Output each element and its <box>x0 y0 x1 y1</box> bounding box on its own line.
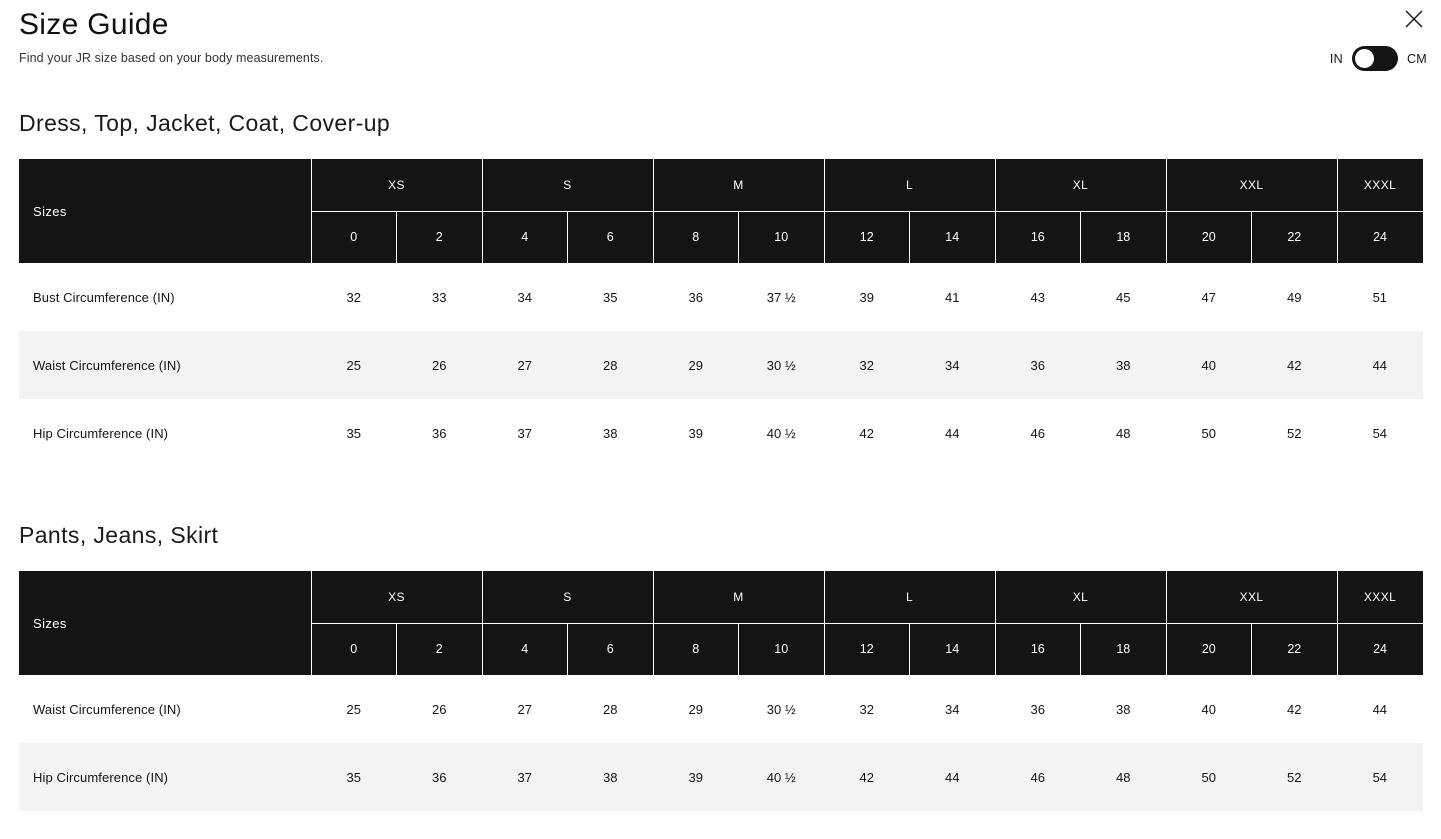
cell: 27 <box>482 331 568 399</box>
letter-size-m: M <box>653 571 824 623</box>
cell: 26 <box>432 701 447 717</box>
cell: 34 <box>945 701 960 717</box>
letter-size-m: M <box>653 159 824 211</box>
numeric-size: 24 <box>1337 623 1423 675</box>
unit-switch[interactable] <box>1352 46 1398 71</box>
cell: 44 <box>1372 701 1388 717</box>
numeric-size: 22 <box>1252 623 1338 675</box>
cell: 40 <box>1166 331 1252 399</box>
cell: 33 <box>432 289 447 305</box>
cell: 42 <box>859 425 874 441</box>
letter-size-l: L <box>824 571 995 623</box>
cell: 27 <box>517 701 532 717</box>
cell: 40 <box>1201 701 1217 717</box>
cell: 48 <box>1116 425 1131 441</box>
cell: 48 <box>1081 743 1167 811</box>
table-row <box>19 399 1423 467</box>
numeric-size: 8 <box>653 211 739 263</box>
sizes-header: Sizes <box>19 159 311 263</box>
cell: 50 <box>1166 743 1252 811</box>
numeric-size: 12 <box>824 211 910 263</box>
cell: 35 <box>346 425 361 441</box>
cell: 28 <box>568 331 654 399</box>
numeric-size: 16 <box>995 211 1081 263</box>
cell: 52 <box>1252 743 1338 811</box>
page-title: Size Guide <box>19 8 169 41</box>
cell: 44 <box>910 743 996 811</box>
numeric-size: 0 <box>311 211 397 263</box>
cell: 28 <box>603 701 618 717</box>
row-label: Hip Circumference (IN) <box>33 425 169 441</box>
cell: 38 <box>568 743 654 811</box>
cell: 45 <box>1116 289 1131 305</box>
table-row <box>19 331 1423 399</box>
numeric-size: 10 <box>739 623 825 675</box>
cell: 46 <box>995 743 1081 811</box>
section-title-dress: Dress, Top, Jacket, Coat, Cover-up <box>19 110 391 136</box>
numeric-size: 18 <box>1081 211 1167 263</box>
cell: 52 <box>1287 425 1302 441</box>
cell: 41 <box>945 289 960 305</box>
cell: 38 <box>1116 701 1131 717</box>
letter-size-l: L <box>824 159 995 211</box>
row-label: Hip Circumference (IN) <box>19 743 311 811</box>
cell: 34 <box>517 289 532 305</box>
table-header-row <box>19 159 1423 211</box>
numeric-size: 10 <box>739 211 825 263</box>
numeric-size: 4 <box>482 211 568 263</box>
cell: 29 <box>688 701 703 717</box>
letter-size-xxl: XXL <box>1166 571 1337 623</box>
section-title-pants: Pants, Jeans, Skirt <box>19 522 219 548</box>
cell: 38 <box>1081 331 1167 399</box>
cell: 36 <box>1030 701 1045 717</box>
cell: 39 <box>859 289 874 305</box>
cell: 36 <box>995 331 1081 399</box>
letter-size-xxxl: XXXL <box>1337 159 1423 211</box>
cell: 40 ½ <box>739 743 825 811</box>
numeric-size: 20 <box>1166 623 1252 675</box>
numeric-size: 14 <box>910 623 996 675</box>
cell: 30 ½ <box>766 701 796 717</box>
cell: 36 <box>397 743 483 811</box>
unit-switch-knob <box>1355 49 1374 68</box>
cell: 49 <box>1287 289 1302 305</box>
numeric-size: 18 <box>1081 623 1167 675</box>
cell: 39 <box>653 743 739 811</box>
page-subtitle: Find your JR size based on your body measurements. <box>19 51 324 65</box>
cell: 30 ½ <box>739 331 825 399</box>
letter-size-xl: XL <box>995 571 1166 623</box>
cell: 37 ½ <box>766 289 796 305</box>
cell: 47 <box>1201 289 1217 305</box>
numeric-size: 14 <box>910 211 996 263</box>
cell: 32 <box>346 289 361 305</box>
table-row <box>19 675 1423 743</box>
cell: 44 <box>945 425 960 441</box>
cell: 50 <box>1201 425 1217 441</box>
cell: 35 <box>311 743 397 811</box>
numeric-size: 2 <box>397 623 483 675</box>
cell: 38 <box>603 425 618 441</box>
numeric-size: 8 <box>653 623 739 675</box>
cell: 25 <box>311 331 397 399</box>
numeric-size: 12 <box>824 623 910 675</box>
letter-size-xxl: XXL <box>1166 159 1337 211</box>
cell: 35 <box>603 289 618 305</box>
cell: 54 <box>1372 425 1388 441</box>
cell: 40 ½ <box>766 425 796 441</box>
table-row <box>19 743 1423 811</box>
size-table-pants <box>19 571 1423 811</box>
letter-size-xs: XS <box>311 159 482 211</box>
unit-label-in: IN <box>1329 51 1343 66</box>
letter-size-xl: XL <box>995 159 1166 211</box>
row-label: Waist Circumference (IN) <box>19 331 311 399</box>
numeric-size: 24 <box>1337 211 1423 263</box>
numeric-size: 6 <box>568 211 654 263</box>
sizes-header: Sizes <box>19 571 311 675</box>
numeric-size: 22 <box>1252 211 1338 263</box>
cell: 32 <box>824 331 910 399</box>
unit-label-cm: CM <box>1406 51 1427 66</box>
row-label: Waist Circumference (IN) <box>33 701 181 717</box>
unit-toggle[interactable] <box>1330 46 1427 71</box>
cell: 25 <box>346 701 361 717</box>
cell: 37 <box>482 743 568 811</box>
letter-size-s: S <box>482 159 653 211</box>
close-icon-glyph <box>1401 6 1427 32</box>
size-table-dress <box>19 159 1423 467</box>
row-label: Bust Circumference (IN) <box>33 289 175 305</box>
close-icon[interactable] <box>1401 6 1427 32</box>
numeric-size: 6 <box>568 623 654 675</box>
cell: 32 <box>859 701 874 717</box>
cell: 34 <box>910 331 996 399</box>
table-row <box>19 263 1423 331</box>
cell: 54 <box>1337 743 1423 811</box>
numeric-size: 2 <box>397 211 483 263</box>
cell: 42 <box>1287 701 1302 717</box>
modal-header <box>19 0 1422 65</box>
letter-size-xs: XS <box>311 571 482 623</box>
numeric-size: 0 <box>311 623 397 675</box>
cell: 42 <box>824 743 910 811</box>
cell: 39 <box>688 425 703 441</box>
letter-size-xxxl: XXXL <box>1337 571 1423 623</box>
cell: 51 <box>1372 289 1388 305</box>
cell: 26 <box>397 331 483 399</box>
cell: 46 <box>1030 425 1045 441</box>
cell: 36 <box>688 289 703 305</box>
cell: 29 <box>653 331 739 399</box>
cell: 36 <box>432 425 447 441</box>
cell: 44 <box>1337 331 1423 399</box>
numeric-size: 4 <box>482 623 568 675</box>
numeric-size: 20 <box>1166 211 1252 263</box>
letter-size-s: S <box>482 571 653 623</box>
table-header-row <box>19 571 1423 623</box>
cell: 42 <box>1252 331 1338 399</box>
cell: 37 <box>517 425 532 441</box>
numeric-size: 16 <box>995 623 1081 675</box>
cell: 43 <box>1030 289 1045 305</box>
